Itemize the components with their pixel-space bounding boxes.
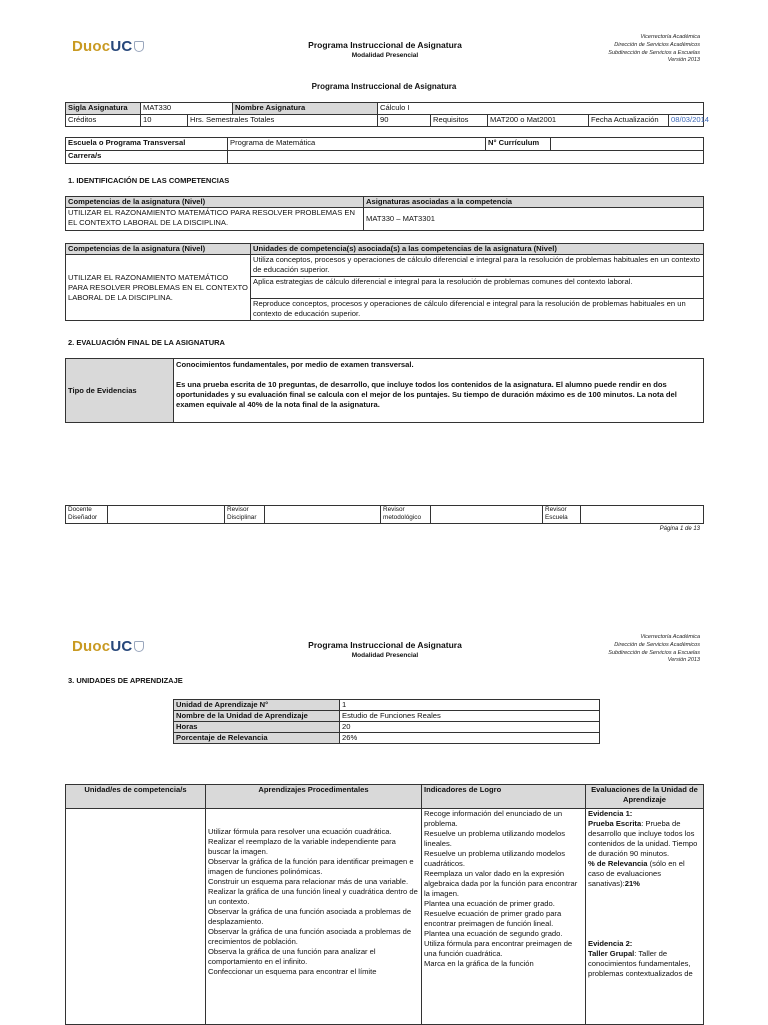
assoc-header: Asignaturas asociadas a la competencia <box>364 197 704 208</box>
col-indicadores: Indicadores de Logro <box>422 785 586 809</box>
section-1-title: 1. IDENTIFICACIÓN DE LAS COMPETENCIAS <box>68 176 230 185</box>
nombre-value: Cálculo I <box>378 103 704 115</box>
fecha-label: Fecha Actualización <box>589 115 669 127</box>
unit-hours-value: 20 <box>340 722 600 733</box>
rev-disc-field <box>265 506 381 524</box>
rev-esc-label: Revisor Escuela <box>543 506 581 524</box>
doc-title: Programa Instruccional de Asignatura <box>311 82 457 91</box>
rev-met-label: Revisor metodológico <box>381 506 431 524</box>
curriculum-value <box>551 138 704 151</box>
req-label: Requisitos <box>431 115 488 127</box>
header-title: Programa Instruccional de Asignatura <box>308 640 462 650</box>
section-3-title: 3. UNIDADES DE APRENDIZAJE <box>68 676 183 685</box>
signoff-table <box>65 505 704 524</box>
curriculum-label: N° Currículum <box>486 138 551 151</box>
units-header: Unidades de competencia(s) asociada(s) a las competencias de la asignatura (Nivel) <box>251 244 704 255</box>
units-comp-header: Competencias de la asignatura (Nivel) <box>66 244 251 255</box>
evidence-1-title: Evidencia 1: <box>588 809 633 818</box>
header-subtitle: Modalidad Presencial <box>351 52 419 59</box>
evaluaciones-cell <box>586 809 704 1025</box>
carrera-label: Carrera/s <box>66 151 228 164</box>
shield-icon <box>134 41 144 52</box>
procedimentales-cell: Utilizar fórmula para resolver una ecuación cuadrática. Realizar el reemplazo de la variable independiente para buscar la imagen. Observar la gráfica de la función para identificar preimagen e imagen de funciones polinómicas. Construir un esquema para relacionar más de una variable. Realizar la gráfica de una función lineal y cuadrática dentro de un contexto. Observar la gráfica de una función asociada a problemas de desplazamiento. Observar la gráfica de una función asociada a problemas de crecimientos de población. Observa la gráfica de una función para analizar el comportamiento en el infinito. Confeccionar un esquema para encontrar el límite <box>206 809 422 1025</box>
evidence-1-body: Prueba Escrita: Prueba de desarrollo que incluye todos los contenidos de la unidad. Tiempo de duración 90 minutos. <box>588 819 698 858</box>
col-evaluaciones: Evaluaciones de la Unidad de Aprendizaje <box>586 785 704 809</box>
nombre-label: Nombre Asignatura <box>233 103 378 115</box>
header-subtitle: Modalidad Presencial <box>351 652 419 659</box>
assoc-cell: MAT330 – MAT3301 <box>364 208 704 231</box>
unit-pct-label: Porcentaje de Relevancia <box>174 733 340 744</box>
unit-n-label: Unidad de Aprendizaje N° <box>174 700 340 711</box>
escuela-value: Programa de Matemática <box>228 138 486 151</box>
shield-icon <box>134 641 144 652</box>
indicadores-cell: Recoge información del enunciado de un problema. Resuelve un problema utilizando modelos lineales. Resuelve un problema utilizando modelos cuadráticos. Reemplaza un valor dado en la expresión algebraica dada por la función para encontrar la imagen. Plantea una ecuación de primer grado. Resuelve ecuación de primer grado para encontrar preimagen de función lineal. Plantea una ecuación de segundo grado. Utiliza fórmula para encontrar preimagen de una función cuadrática. Marca en la gráfica de la función <box>422 809 586 1025</box>
hrs-label: Hrs. Semestrales Totales <box>188 115 378 127</box>
col-procedimentales: Aprendizajes Procedimentales <box>206 785 422 809</box>
rev-met-field <box>431 506 543 524</box>
req-value: MAT200 o Mat2001 <box>488 115 589 127</box>
unit-info-table <box>173 699 600 744</box>
school-table <box>65 137 704 164</box>
rev-esc-field <box>581 506 704 524</box>
unit-n-value: 1 <box>340 700 600 711</box>
eval-description: Conocimientos fundamentales, por medio de examen transversal. Es una prueba escrita de 10 preguntas, de desarrollo, que incluye todos los contenidos de la asignatura. El alumno puede rendir en dos oportunidades y su evaluación final se calcula con el mejor de los puntajes. Su tiempo de duración máximo es de 100 minutos. La nota del examen equivale al 40% de la nota final de la asignatura. <box>174 359 704 423</box>
sigla-label: Sigla Asignatura <box>66 103 141 115</box>
evaluation-table <box>65 358 704 423</box>
docente-field <box>108 506 225 524</box>
escuela-label: Escuela o Programa Transversal <box>66 138 228 151</box>
creditos-label: Créditos <box>66 115 141 127</box>
unit-2: Aplica estrategias de cálculo diferencial e integral para la resolución de problemas comunes del contexto laboral. <box>251 277 704 299</box>
unit-name-value: Estudio de Funciones Reales <box>340 711 600 722</box>
header-title: Programa Instruccional de Asignatura <box>308 40 462 50</box>
units-table <box>65 243 704 321</box>
page-number: Página 1 de 13 <box>659 526 700 532</box>
header-institution: Vicerrectoría Académica Dirección de Servicios Académicos Subdirección de Servicios a Escuelas Versión 2013 <box>608 34 700 64</box>
page-2 <box>0 560 768 1024</box>
competencia-cell <box>66 809 206 1025</box>
evidence-2-title: Evidencia 2: <box>588 939 633 948</box>
evidence-1-relevance: % de Relevancia (sólo en el caso de evaluaciones sanativas):21% <box>588 859 685 888</box>
header-institution: Vicerrectoría Académica Dirección de Servicios Académicos Subdirección de Servicios a Escuelas Versión 2013 <box>608 634 700 664</box>
unit-name-label: Nombre de la Unidad de Aprendizaje <box>174 711 340 722</box>
section-2-title: 2. EVALUACIÓN FINAL DE LA ASIGNATURA <box>68 338 225 347</box>
creditos-value: 10 <box>141 115 188 127</box>
rev-disc-label: Revisor Disciplinar <box>225 506 265 524</box>
duocuc-logo: DuocUC <box>72 38 144 55</box>
eval-label: Tipo de Evidencias <box>66 359 174 423</box>
evidence-2-body: Taller Grupal: Taller de conocimientos fundamentales, problemas contextualizados de <box>588 949 693 978</box>
hrs-value: 90 <box>378 115 431 127</box>
page-header <box>0 28 768 78</box>
unit-3: Reproduce conceptos, procesos y operaciones de cálculo diferencial e integral para la resolución de problemas habituales en un contexto de educación superior. <box>251 299 704 321</box>
learning-table <box>65 784 704 1025</box>
carrera-value <box>228 151 704 164</box>
unit-pct-value: 26% <box>340 733 600 744</box>
comp-cell: UTILIZAR EL RAZONAMIENTO MATEMÁTICO PARA RESOLVER PROBLEMAS EN EL CONTEXTO LABORAL DE LA DISCIPLINA. <box>66 208 364 231</box>
unit-hours-label: Horas <box>174 722 340 733</box>
units-comp-cell: UTILIZAR EL RAZONAMIENTO MATEMÁTICO PARA RESOLVER PROBLEMAS EN EL CONTEXTO LABORAL DE LA DISCIPLINA. <box>66 255 251 321</box>
duocuc-logo: DuocUC <box>72 638 144 655</box>
col-competencia: Unidad/es de competencia/s <box>66 785 206 809</box>
docente-label: Docente Diseñador <box>66 506 108 524</box>
fecha-value: 08/03/2014 <box>669 115 704 127</box>
competencies-table <box>65 196 704 231</box>
page-header <box>0 628 768 678</box>
comp-header: Competencias de la asignatura (Nivel) <box>66 197 364 208</box>
unit-1: Utiliza conceptos, procesos y operaciones de cálculo diferencial e integral para la resolución de problemas habituales en un contexto de educación superior. <box>251 255 704 277</box>
sigla-value: MAT330 <box>141 103 233 115</box>
subject-info-table <box>65 102 710 127</box>
